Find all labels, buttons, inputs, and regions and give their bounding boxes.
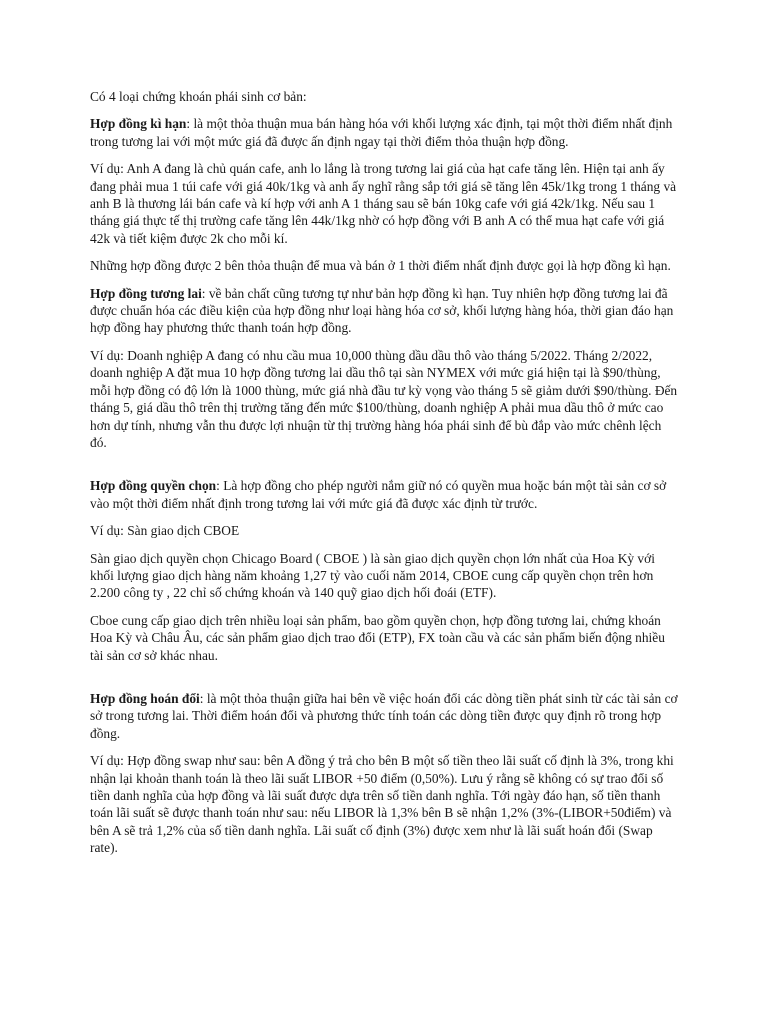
futures-definition-text: : về bản chất cũng tương tự như bản hợp đồng kì hạn. Tuy nhiên hợp đồng tương lai đã được chuẩn hóa các điều kiện của hợp đồng như loại hàng hóa cơ sở, khối lượng hàng hóa, thời gian đáo hạn hợp đồng hay phương thức thanh toán hợp đồng. xyxy=(90,285,674,336)
swap-definition xyxy=(90,690,680,742)
intro-paragraph: Có 4 loại chứng khoán phái sinh cơ bản: xyxy=(90,89,307,104)
swap-example: Ví dụ: Hợp đồng swap như sau: bên A đồng ý trả cho bên B một số tiền theo lãi suất cố định là 3%, trong khi nhận lại khoản thanh toán là theo lãi suất LIBOR +50 điểm (0,50%). Lưu ý rằng sẽ không có sự trao đổi số tiền danh nghĩa của hợp đồng và lãi suất được dựa trên số tiền danh nghĩa. Tới ngày đáo hạn, số tiền thanh toán lãi suất sẽ được thanh toán như sau: nếu LIBOR là 1,3% bên B sẽ nhận 1,2% (3%-(LIBOR+50điểm) và bên A sẽ trả 1,2% của số tiền danh nghĩa. Lãi suất cố định (3%) được xem như là lãi suất hoán đổi (Swap rate). xyxy=(90,753,674,856)
options-definition xyxy=(90,477,680,512)
forward-term: Hợp đồng kì hạn xyxy=(90,116,187,132)
swap-term: Hợp đồng hoán đổi xyxy=(90,690,200,706)
options-definition-text: : Là hợp đồng cho phép người nắm giữ nó có quyền mua hoặc bán một tài sản cơ sở vào một thời điểm nhất định trong tương lai với mức giá đã được xác định từ trước. xyxy=(90,478,667,511)
futures-term: Hợp đồng tương lai xyxy=(90,285,202,301)
section-spacer xyxy=(90,674,680,690)
futures-example: Ví dụ: Doanh nghiệp A đang có nhu cầu mua 10,000 thùng dầu dầu thô vào tháng 5/2022. Tháng 2/2022, doanh nghiệp A đặt mua 10 hợp đồng tương lai dầu thô tại sàn NYMEX với mức giá hiện tại là $90/thùng, mỗi hợp đồng có độ lớn là 1000 thùng, mức giá nhà đầu tư kỳ vọng vào tháng 5 sẽ giảm dưới $90/thùng. Đến tháng 5, giá dầu thô trên thị trường tăng đến mức $100/thùng, doanh nghiệp A phải mua dầu thô ở mức cao hơn dự tính, nhưng vẫn thu được lợi nhuận từ thị trường hàng hóa phái sinh để bù đắp vào mức chênh lệch đó. xyxy=(90,347,678,450)
options-term: Hợp đồng quyền chọn xyxy=(90,478,217,494)
cboe-paragraph-1: Sàn giao dịch quyền chọn Chicago Board ( CBOE ) là sàn giao dịch quyền chọn lớn nhất của Hoa Kỳ với khối lượng giao dịch hàng năm khoảng 1,27 tỷ vào cuối năm 2014, CBOE cung cấp quyền chọn trên hơn 2.200 công ty , 22 chỉ số chứng khoán và 140 quỹ giao dịch hối đoái (ETF). xyxy=(90,550,655,601)
forward-definition-text: : là một thỏa thuận mua bán hàng hóa với khối lượng xác định, tại một thời điểm nhất định trong tương lai với một mức giá đã được ấn định ngay tại thời điểm thỏa thuận hợp đồng. xyxy=(90,116,673,149)
forward-definition xyxy=(90,115,680,150)
document-page xyxy=(90,88,680,867)
section-spacer xyxy=(90,461,680,477)
forward-summary: Những hợp đồng được 2 bên thỏa thuận để mua và bán ở 1 thời điểm nhất định được gọi là hợp đồng kì hạn. xyxy=(90,258,671,274)
forward-example: Ví dụ: Anh A đang là chủ quán cafe, anh lo lắng là trong tương lai giá của hạt cafe tăng lên. Hiện tại anh ấy đang phải mua 1 túi cafe với giá 40k/1kg và anh ấy nghĩ rằng sắp tới giá sẽ tăng lên 45k/1kg trong 1 tháng và anh B là thương lái bán cafe và kí hợp với anh A 1 tháng sau sẽ bán 10kg cafe với giá 42k/1kg. Nếu sau 1 tháng giá thực tế thị trường cafe tăng lên 44k/1kg nhờ có hợp đồng với B anh A có thể mua hạt cafe với giá 42k và tiết kiệm được 2k cho mỗi kí. xyxy=(90,161,677,246)
swap-definition-text: : là một thỏa thuận giữa hai bên về việc hoán đổi các dòng tiền phát sinh từ các tài sản cơ sở trong tương lai. Thời điểm hoán đổi và phương thức tính toán các dòng tiền được quy định rõ trong hợp đồng. xyxy=(90,690,678,741)
cboe-paragraph-2: Cboe cung cấp giao dịch trên nhiều loại sản phẩm, bao gồm quyền chọn, hợp đồng tương lai, chứng khoán Hoa Kỳ và Châu Âu, các sản phẩm giao dịch trao đổi (ETP), FX toàn cầu và các sản phẩm biến động nhiều tài sản cơ sở khác nhau. xyxy=(90,612,665,663)
futures-definition xyxy=(90,285,680,337)
options-example-intro: Ví dụ: Sàn giao dịch CBOE xyxy=(90,523,240,539)
